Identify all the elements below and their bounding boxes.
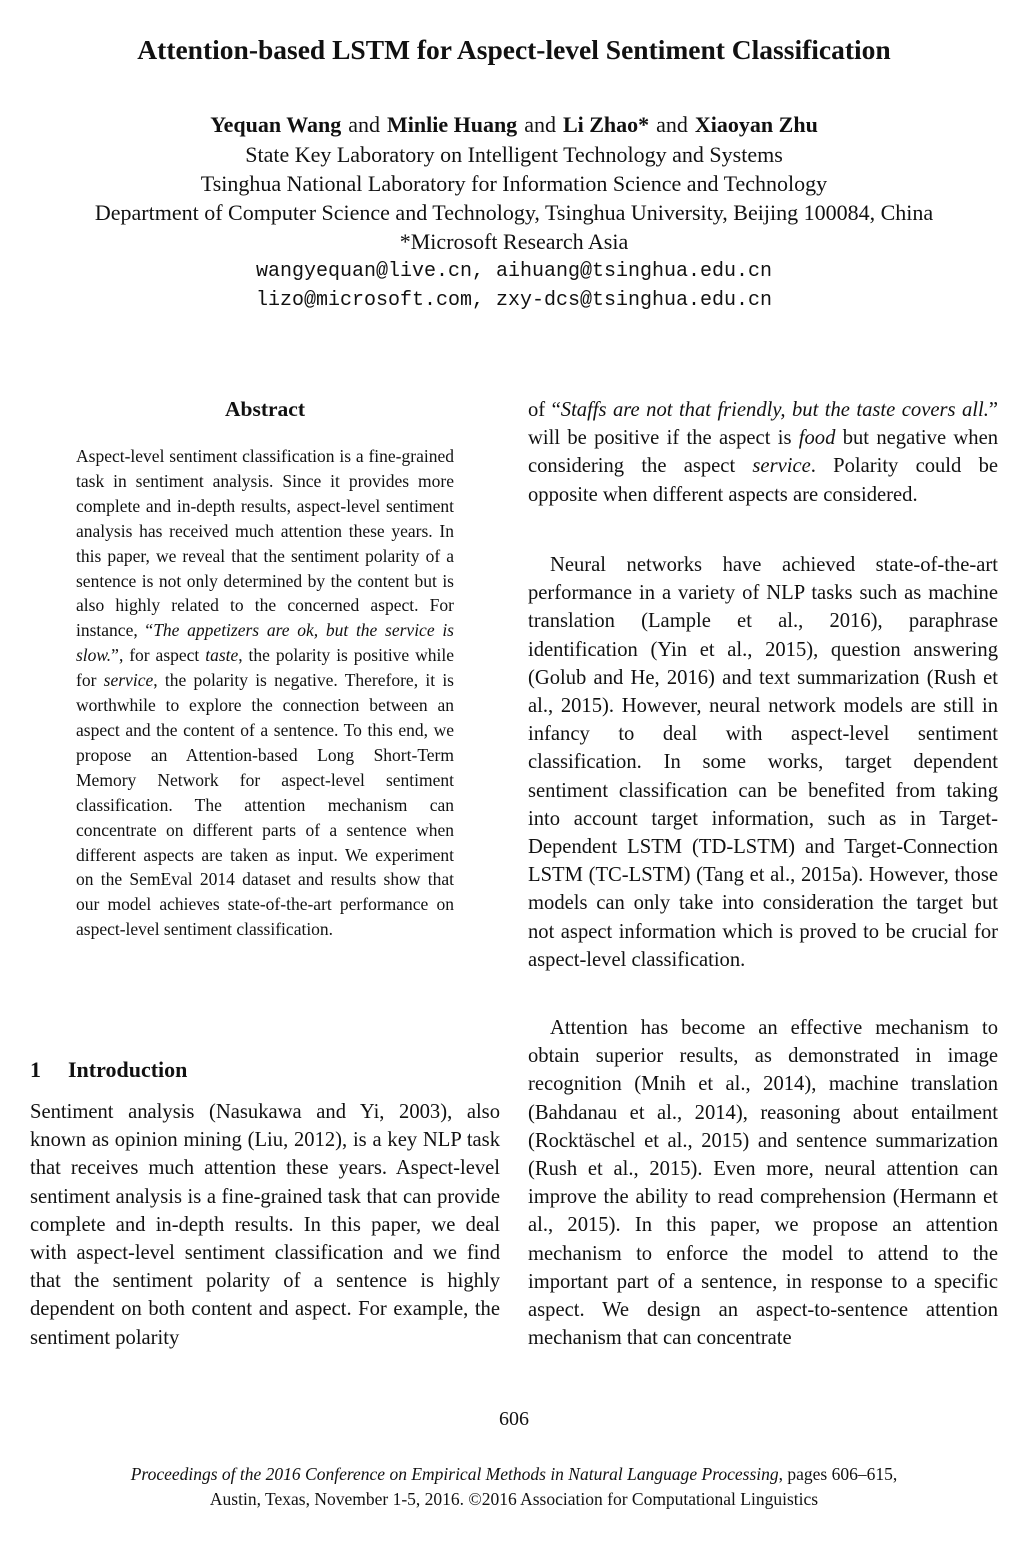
author-name: Minlie Huang: [387, 112, 518, 137]
text-part: . Polarity could be opposite when different aspects are considered.: [528, 455, 999, 506]
abstract-part: ”, for aspect: [111, 645, 206, 666]
venue-name: Proceedings of the 2016 Conference on Empirical Methods in Natural Language Processing: [130, 1464, 779, 1484]
author-name: Xiaoyan Zhu: [694, 112, 818, 137]
affiliation-line: State Key Laboratory on Intelligent Technology and Systems: [245, 142, 783, 167]
section-heading-introduction: [30, 1054, 500, 1086]
paper-title: Attention-based LSTM for Aspect-level Sentiment Classification: [137, 34, 891, 65]
intro-paragraph: Neural networks have achieved state-of-the-art performance in a variety of NLP tasks such as machine translation (Lample et al., 2016), paraphrase identification (Yin et al., 2015), question answering (Golub and He, 2016) and text summarization (Rush et al., 2015). However, neural network models are still in infancy to deal with aspect-level sentiment classification. In some works, target dependent sentiment classification can be benefited from taking into account target information, such as in Target-Dependent LSTM (TD-LSTM) and Target-Connection LSTM (TC-LSTM) (Tang et al., 2015a). However, those models can only take into consideration the target but not aspect information which is proved to be crucial for aspect-level classification.: [528, 554, 998, 971]
text-part: but negative when considering the aspect: [528, 427, 999, 478]
text-part: of “: [528, 399, 561, 421]
abstract-example: The appetizers are ok, but the service is slow.: [76, 620, 454, 666]
section-number: 1: [30, 1057, 41, 1082]
author-list: [0, 110, 1028, 139]
abstract-aspect: service: [103, 670, 154, 691]
page-number: 606: [499, 1408, 529, 1430]
abstract-heading: Abstract: [224, 397, 305, 421]
section-title: Introduction: [68, 1057, 188, 1082]
text-part: ” will be positive if the aspect is: [528, 399, 998, 450]
aspect-term: food: [798, 427, 836, 450]
abstract-part: , the polarity is positive while for: [76, 645, 454, 691]
author-separator: and: [656, 112, 688, 137]
abstract-part: Aspect-level sentiment classification is a fine-grained task in sentiment analysis. Since it provides more complete and in-depth results, aspect-level sentiment analysis has received much attention these years. In this paper, we reveal that the sentiment polarity of a sentence is not only determined by the content but is also highly related to the concerned aspect. For instance, “: [76, 446, 454, 641]
example-sentence: Staffs are not that friendly, but the taste covers all.: [560, 399, 989, 421]
author-name: Yequan Wang: [210, 112, 342, 137]
abstract-text: [76, 444, 454, 942]
author-name: Li Zhao*: [562, 112, 650, 137]
aspect-term: service: [752, 455, 811, 478]
abstract-aspect: taste: [205, 645, 239, 666]
email-line: wangyequan@live.cn, aihuang@tsinghua.edu.cn: [255, 260, 773, 283]
email-line: lizo@microsoft.com, zxy-dcs@tsinghua.edu.cn: [255, 289, 773, 312]
intro-paragraph-continued: [528, 396, 998, 509]
author-separator: and: [524, 112, 556, 137]
proceedings-footer: [0, 1462, 1028, 1512]
affiliation-line: Tsinghua National Laboratory for Information Science and Technology: [200, 171, 828, 196]
footer-line: [0, 1462, 1028, 1487]
page-range: , pages 606–615,: [778, 1464, 898, 1484]
affiliation-line: *Microsoft Research Asia: [399, 229, 629, 254]
affiliation-line: Department of Computer Science and Technology, Tsinghua University, Beijing 100084, China: [94, 200, 934, 225]
intro-paragraph: Attention has become an effective mechanism to obtain superior results, as demonstrated in image recognition (Mnih et al., 2014), machine translation (Bahdanau et al., 2014), reasoning about entailment (Rocktäschel et al., 2015) and sentence summarization (Rush et al., 2015). Even more, neural attention can improve the ability to read comprehension (Hermann et al., 2015). In this paper, we propose an attention mechanism to enforce the model to attend to the important part of a sentence, in response to a specific aspect. We design an aspect-to-sentence attention mechanism that can concentrate: [528, 1017, 998, 1350]
abstract-part: , the polarity is negative. Therefore, it is worthwhile to explore the connection between an aspect and the content of a sentence. To this end, we propose an Attention-based Long Short-Term Memory Network for aspect-level sentiment classification. The attention mechanism can concentrate on different parts of a sentence when different aspects are taken as input. We experiment on the SemEval 2014 dataset and results show that our model achieves state-of-the-art performance on aspect-level sentiment classification.: [76, 670, 454, 940]
footer-line: Austin, Texas, November 1-5, 2016. ©2016 Association for Computational Linguistics: [209, 1489, 819, 1509]
intro-paragraph: Sentiment analysis (Nasukawa and Yi, 2003), also known as opinion mining (Liu, 2012), is a key NLP task that receives much attention these years. Aspect-level sentiment analysis is a fine-grained task that can provide complete and in-depth results. In this paper, we deal with aspect-level sentiment classification and we find that the sentiment polarity of a sentence is highly dependent on both content and aspect. For example, the sentiment polarity: [30, 1101, 500, 1349]
author-separator: and: [348, 112, 380, 137]
